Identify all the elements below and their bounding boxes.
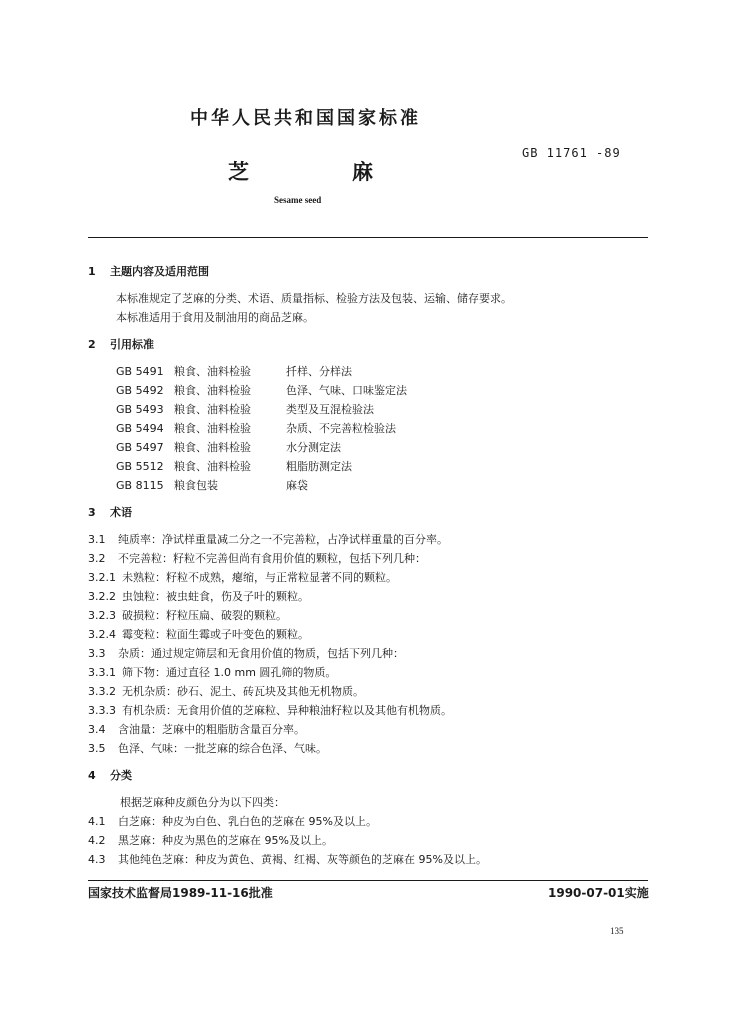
class-number: 4.1 [88, 815, 106, 828]
document-title-part-2: 麻 [352, 160, 373, 184]
reference-item [88, 362, 658, 381]
reference-code: GB 5494 [116, 422, 164, 435]
document-body [88, 262, 658, 869]
standard-code: GB 11761 -89 [522, 146, 621, 160]
reference-code: GB 5497 [116, 441, 164, 454]
term-number: 3.2.4 [88, 628, 116, 641]
reference-code: GB 5493 [116, 403, 164, 416]
term-text: 霉变粒：粒面生霉或子叶变色的颗粒。 [122, 628, 309, 641]
section-number: 3 [88, 506, 96, 519]
section-title: 主题内容及适用范围 [110, 265, 209, 278]
term-text: 未熟粒：籽粒不成熟，瘪缩，与正常粒显著不同的颗粒。 [122, 571, 397, 584]
term-item [88, 587, 658, 606]
term-number: 3.4 [88, 723, 106, 736]
term-number: 3.1 [88, 533, 106, 546]
reference-item [88, 419, 658, 438]
section-4-heading [88, 766, 658, 785]
term-number: 3.2.2 [88, 590, 116, 603]
reference-item [88, 438, 658, 457]
reference-name: 粮食、油料检验 [174, 403, 251, 416]
class-number: 4.2 [88, 834, 106, 847]
class-item [88, 850, 658, 869]
section-3-heading [88, 503, 658, 522]
term-text: 有机杂质：无食用价值的芝麻粒、异种粮油籽粒以及其他有机物质。 [122, 704, 452, 717]
reference-name: 粮食、油料检验 [174, 441, 251, 454]
reference-item [88, 457, 658, 476]
term-item [88, 530, 658, 549]
class-item [88, 812, 658, 831]
reference-item [88, 400, 658, 419]
reference-topic: 粗脂肪测定法 [286, 460, 352, 473]
term-text: 色泽、气味：一批芝麻的综合色泽、气味。 [118, 742, 327, 755]
reference-topic: 杂质、不完善粒检验法 [286, 422, 396, 435]
section-2-heading [88, 335, 658, 354]
section-title: 引用标准 [110, 338, 154, 351]
footer-divider [88, 880, 648, 881]
term-item [88, 739, 658, 758]
term-item [88, 549, 658, 568]
class-item [88, 831, 658, 850]
term-item [88, 606, 658, 625]
term-number: 3.3.2 [88, 685, 116, 698]
section-number: 1 [88, 265, 96, 278]
reference-topic: 色泽、气味、口味鉴定法 [286, 384, 407, 397]
reference-topic: 扦样、分样法 [286, 365, 352, 378]
term-text: 虫蚀粒：被虫蛀食，伤及子叶的颗粒。 [122, 590, 309, 603]
approval-note: 国家技术监督局1989-11-16批准 [88, 886, 273, 900]
class-text: 白芝麻：种皮为白色、乳白色的芝麻在 95%及以上。 [118, 815, 377, 828]
reference-topic: 类型及互混检验法 [286, 403, 374, 416]
reference-item [88, 381, 658, 400]
effective-date: 1990-07-01实施 [548, 886, 649, 900]
reference-code: GB 5491 [116, 365, 164, 378]
term-text: 无机杂质：砂石、泥土、砖瓦块及其他无机物质。 [122, 685, 364, 698]
term-text: 破损粒：籽粒压扁、破裂的颗粒。 [122, 609, 287, 622]
class-text: 黑芝麻：种皮为黑色的芝麻在 95%及以上。 [118, 834, 333, 847]
term-text: 不完善粒：籽粒不完善但尚有食用价值的颗粒，包括下列几种： [118, 552, 426, 565]
class-number: 4.3 [88, 853, 106, 866]
reference-topic: 麻袋 [286, 479, 308, 492]
term-item [88, 682, 658, 701]
term-item [88, 701, 658, 720]
section-title: 分类 [110, 769, 132, 782]
paragraph: 根据芝麻种皮颜色分为以下四类： [120, 796, 285, 809]
paragraph: 本标准规定了芝麻的分类、术语、质量指标、检验方法及包装、运输、储存要求。 [116, 292, 512, 305]
term-text: 纯质率：净试样重量减二分之一不完善粒，占净试样重量的百分率。 [118, 533, 448, 546]
term-number: 3.2.1 [88, 571, 116, 584]
term-text: 含油量：芝麻中的粗脂肪含量百分率。 [118, 723, 305, 736]
term-number: 3.3.1 [88, 666, 116, 679]
reference-name: 粮食、油料检验 [174, 365, 251, 378]
document-title-part-1: 芝 [228, 160, 249, 184]
document-title-english: Sesame seed [274, 195, 322, 205]
term-item [88, 625, 658, 644]
term-number: 3.3.3 [88, 704, 116, 717]
term-text: 杂质：通过规定筛层和无食用价值的物质，包括下列几种： [118, 647, 404, 660]
header-divider [88, 237, 648, 238]
section-number: 4 [88, 769, 96, 782]
reference-topic: 水分测定法 [286, 441, 341, 454]
term-number: 3.2.3 [88, 609, 116, 622]
term-number: 3.2 [88, 552, 106, 565]
class-text: 其他纯色芝麻：种皮为黄色、黄褐、红褐、灰等颜色的芝麻在 95%及以上。 [118, 853, 487, 866]
term-item [88, 720, 658, 739]
reference-name: 粮食、油料检验 [174, 460, 251, 473]
reference-item [88, 476, 658, 495]
term-item [88, 663, 658, 682]
term-item [88, 644, 658, 663]
reference-name: 粮食、油料检验 [174, 422, 251, 435]
reference-name: 粮食包装 [174, 479, 218, 492]
term-number: 3.3 [88, 647, 106, 660]
reference-code: GB 5492 [116, 384, 164, 397]
section-title: 术语 [110, 506, 132, 519]
reference-code: GB 5512 [116, 460, 164, 473]
section-number: 2 [88, 338, 96, 351]
term-text: 筛下物：通过直径 1.0 mm 圆孔筛的物质。 [122, 666, 337, 679]
page-number: 135 [610, 926, 624, 936]
section-1-heading [88, 262, 658, 281]
reference-code: GB 8115 [116, 479, 164, 492]
paragraph: 本标准适用于食用及制油用的商品芝麻。 [116, 311, 314, 324]
term-item [88, 568, 658, 587]
reference-name: 粮食、油料检验 [174, 384, 251, 397]
term-number: 3.5 [88, 742, 106, 755]
document-org-title: 中华人民共和国国家标准 [190, 108, 421, 129]
